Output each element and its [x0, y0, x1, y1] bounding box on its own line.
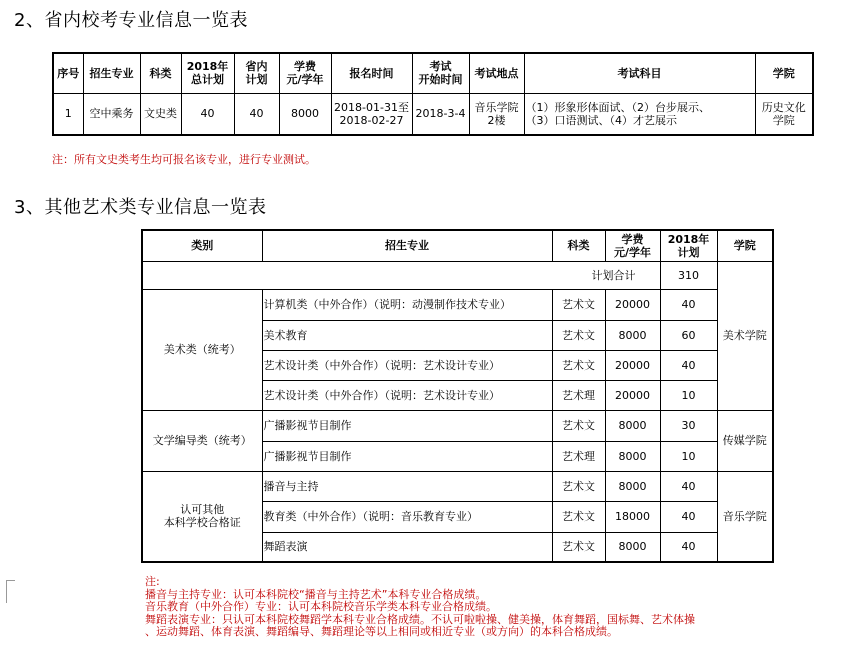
cell-fee: 8000: [605, 320, 660, 350]
cell-college: 历史文化 学院: [755, 93, 813, 135]
other-arts-table: [141, 229, 774, 563]
header-college: 学院: [755, 53, 813, 93]
note-line: 、运动舞蹈、体育表演、舞蹈编导、舞蹈理论等以上相同或相近专业（或方向）的本科合格成绩。: [145, 625, 618, 638]
header-location: 考试地点: [469, 53, 524, 93]
header-college: 学院: [717, 230, 773, 261]
cell-major: 教育类（中外合作）（说明：音乐教育专业）: [262, 501, 552, 532]
table-row: [142, 410, 773, 441]
cell-reg-time: 2018-01-31至 2018-02-27: [331, 93, 412, 135]
header-reg-time: 报名时间: [331, 53, 412, 93]
table-header-row: [142, 230, 773, 261]
cell-no: 1: [53, 93, 83, 135]
cell-category: 文史类: [140, 93, 181, 135]
header-major: 招生专业: [262, 230, 552, 261]
table-header-row: [53, 53, 813, 93]
table-row: [53, 93, 813, 135]
cell-category: 艺术文: [552, 410, 605, 441]
cell-subjects: （1）形象形体面试、（2）台步展示、 （3）口语测试、（4）才艺展示: [524, 93, 755, 135]
cell-exam-start: 2018-3-4: [412, 93, 469, 135]
header-category: 科类: [552, 230, 605, 261]
group-literature: 文学编导类（统考）: [142, 410, 262, 471]
cell-location: 音乐学院 2楼: [469, 93, 524, 135]
cell-fee: 18000: [605, 501, 660, 532]
header-fee: 学费 元/学年: [605, 230, 660, 261]
header-fee: 学费 元/学年: [279, 53, 331, 93]
cell-plan: 40: [660, 350, 717, 380]
cell-major: 播音与主持: [262, 471, 552, 501]
cell-fee: 20000: [605, 350, 660, 380]
group-fine-arts: 美术类（统考）: [142, 289, 262, 410]
section3-notes: [145, 576, 845, 639]
cell-major: 空中乘务: [83, 93, 140, 135]
cell-category: 艺术理: [552, 441, 605, 471]
section2-heading: 2、省内校考专业信息一览表: [14, 10, 248, 31]
total-label: 计划合计: [142, 261, 660, 289]
header-plan-total: 2018年 总计划: [181, 53, 234, 93]
header-plan: 2018年 计划: [660, 230, 717, 261]
total-value: 310: [660, 261, 717, 289]
college-fine-arts: 美术学院: [717, 261, 773, 410]
cell-plan: 40: [660, 501, 717, 532]
college-music: 音乐学院: [717, 471, 773, 562]
cell-major: 艺术设计类（中外合作）（说明：艺术设计专业）: [262, 380, 552, 410]
cell-fee: 8000: [605, 410, 660, 441]
cell-plan-total: 40: [181, 93, 234, 135]
cell-category: 艺术文: [552, 320, 605, 350]
cell-plan: 10: [660, 441, 717, 471]
cell-plan: 40: [660, 471, 717, 501]
note-line: 播音与主持专业：认可本科院校“播音与主持艺术”本科专业合格成绩。: [145, 587, 487, 601]
header-type: 类别: [142, 230, 262, 261]
section3-heading: 3、其他艺术类专业信息一览表: [14, 197, 267, 218]
cell-major: 美术教育: [262, 320, 552, 350]
cell-fee: 8000: [605, 532, 660, 562]
header-exam-start: 考试 开始时间: [412, 53, 469, 93]
college-media: 传媒学院: [717, 410, 773, 471]
header-major: 招生专业: [83, 53, 140, 93]
table-row: [142, 471, 773, 501]
cell-plan: 30: [660, 410, 717, 441]
header-no: 序号: [53, 53, 83, 93]
section2-note: 注：所有文史类考生均可报名该专业，进行专业测试。: [52, 153, 316, 166]
cell-plan: 60: [660, 320, 717, 350]
cell-major: 广播影视节目制作: [262, 441, 552, 471]
cell-fee: 20000: [605, 380, 660, 410]
cell-category: 艺术理: [552, 380, 605, 410]
header-category: 科类: [140, 53, 181, 93]
group-other-cert: 认可其他 本科学校合格证: [142, 471, 262, 562]
cell-major: 舞蹈表演: [262, 532, 552, 562]
campus-exam-table: [52, 52, 814, 136]
cell-category: 艺术文: [552, 501, 605, 532]
cell-major: 广播影视节目制作: [262, 410, 552, 441]
total-row: [142, 261, 773, 289]
note-line: 注:: [145, 575, 160, 588]
cell-category: 艺术文: [552, 532, 605, 562]
cell-category: 艺术文: [552, 289, 605, 320]
cell-plan: 40: [660, 289, 717, 320]
header-plan-in: 省内 计划: [234, 53, 279, 93]
cell-fee: 8000: [279, 93, 331, 135]
cell-fee: 8000: [605, 441, 660, 471]
cell-category: 艺术文: [552, 350, 605, 380]
cell-major: 艺术设计类（中外合作）（说明：艺术设计专业）: [262, 350, 552, 380]
note-line: 舞蹈表演专业：只认可本科院校舞蹈学本科专业合格成绩。不认可啦啦操、健美操，体育舞蹈，国标舞、艺术体操: [145, 612, 695, 626]
cell-plan: 40: [660, 532, 717, 562]
cell-fee: 20000: [605, 289, 660, 320]
cell-plan-in: 40: [234, 93, 279, 135]
table-row: [142, 289, 773, 320]
cell-category: 艺术文: [552, 471, 605, 501]
header-subjects: 考试科目: [524, 53, 755, 93]
cell-major: 计算机类（中外合作）（说明：动漫制作技术专业）: [262, 289, 552, 320]
cell-plan: 10: [660, 380, 717, 410]
cell-fee: 8000: [605, 471, 660, 501]
note-line: 音乐教育（中外合作）专业：认可本科院校音乐学类本科专业合格成绩。: [145, 600, 497, 613]
page-corner-mark: [6, 580, 15, 603]
